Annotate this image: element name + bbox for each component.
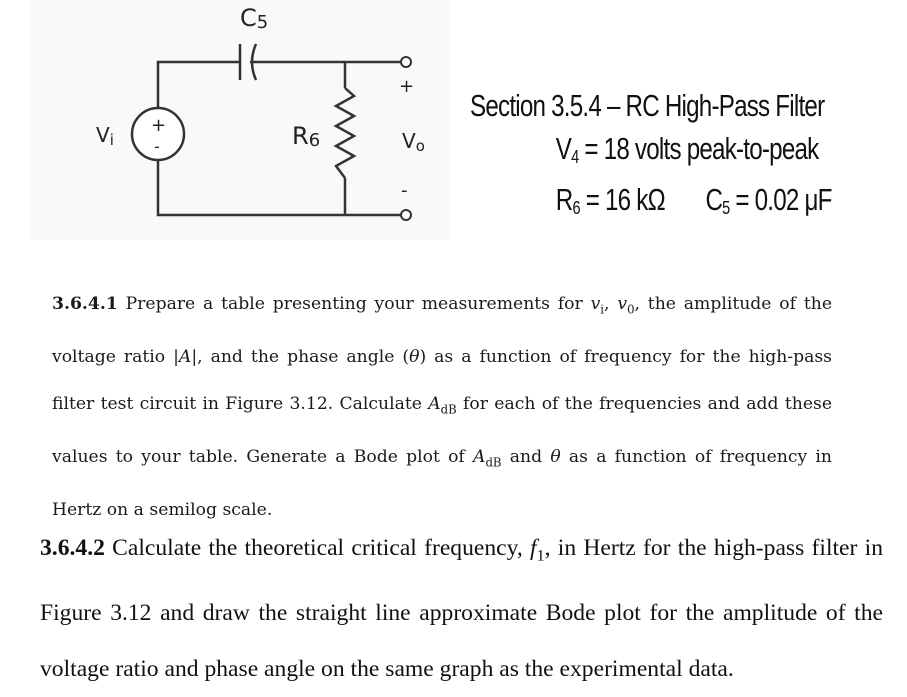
- filter-spec-heading: [470, 84, 832, 229]
- input-voltage-label: Vi: [96, 123, 114, 149]
- capacitor-spec: $C_5 = 0.02$ μF: [705, 182, 832, 218]
- section-title: Section 3.5.4 – RC High-Pass Filter: [470, 88, 825, 123]
- output-terminal-top: [401, 57, 411, 67]
- output-plus-sign: +: [399, 76, 415, 97]
- diagram-background: [30, 0, 450, 240]
- section-number: 3.6.4.2: [40, 535, 105, 561]
- capacitor-label: C5: [240, 4, 269, 33]
- output-terminal-bottom: [401, 210, 411, 220]
- voltage-spec: $V_4 = 18$ volts peak-to-peak: [555, 131, 819, 167]
- source-plus-sign: +: [151, 115, 167, 136]
- output-minus-sign: -: [401, 180, 408, 201]
- voltage-source: [132, 108, 184, 160]
- paragraph-3-6-4-1: 3.6.4.1 Prepare a table presenting your measurements for $v_i$, $v_0$, the amplitude of the voltage ratio |A|, and the phase angle (θ) as a function of frequency for the high-pass filter test circuit in Figure 3.12. Calculate $A_{dB}$ for each of the frequencies and add these values to your table. Generate a Bode plot of $A_{dB}$ and θ as a function of frequency in Hertz on a semilog scale.: [52, 294, 832, 521]
- rc-high-pass-circuit-diagram: [30, 0, 450, 240]
- section-number: 3.6.4.1: [52, 294, 118, 314]
- resistor-label: R6: [292, 122, 321, 151]
- output-voltage-label: Vo: [402, 129, 425, 155]
- resistor-spec: $R_6 = 16$ kΩ: [555, 182, 665, 218]
- paragraph-3-6-4-2: 3.6.4.2 Calculate the theoretical critical frequency, $f_1$, in Hertz for the high-pass filter in Figure 3.12 and draw the straight line approximate Bode plot for the amplitude of the voltage ratio and phase angle on the same graph as the experimental data.: [40, 535, 883, 682]
- source-minus-sign: -: [154, 137, 160, 156]
- component-spec: [470, 178, 832, 229]
